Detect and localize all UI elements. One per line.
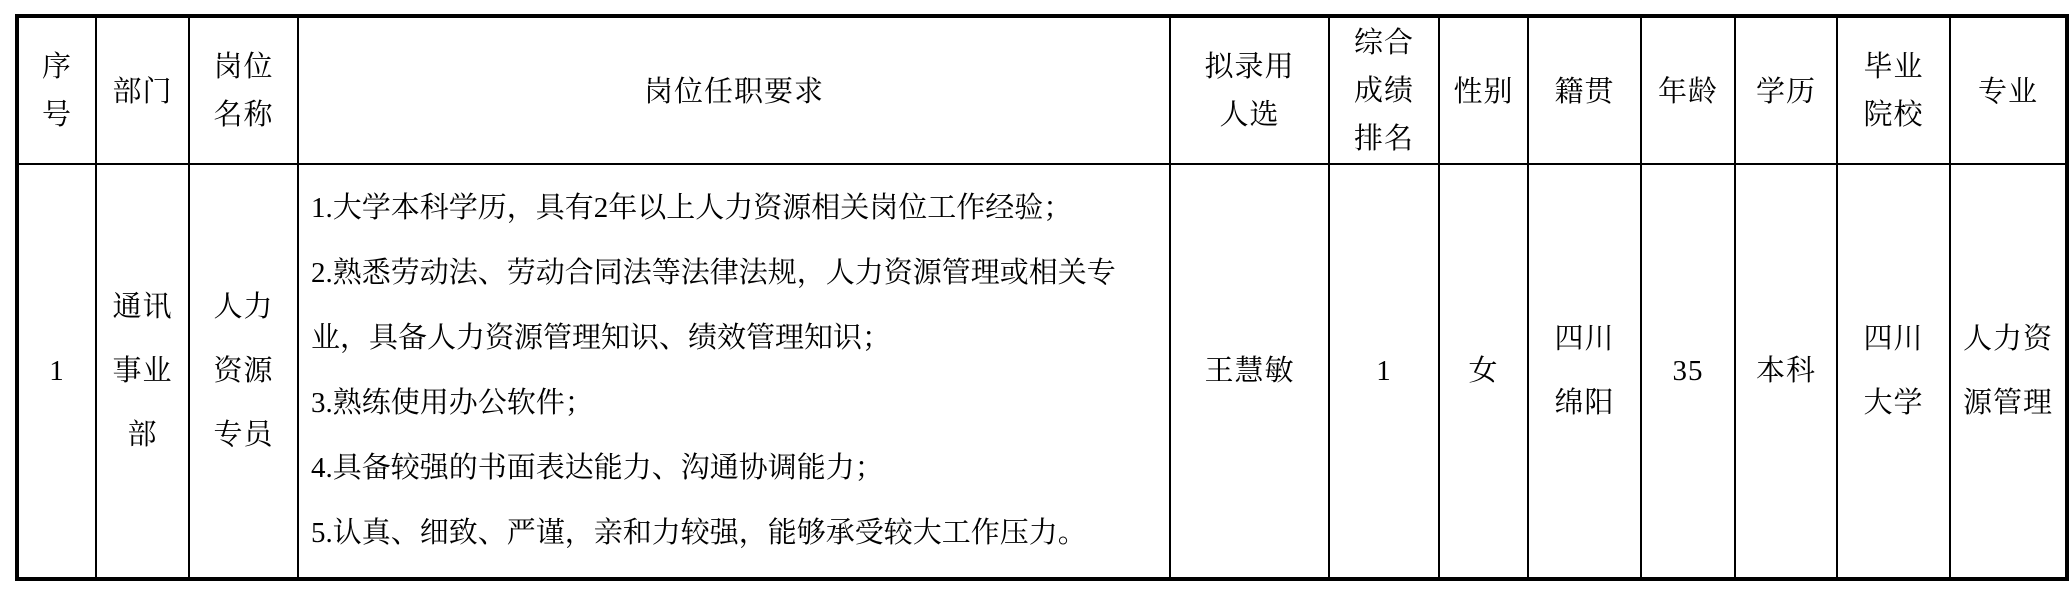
table-header-row (17, 16, 2067, 164)
header-position (189, 16, 298, 164)
gender-value: 女 (1468, 355, 1499, 387)
header-age-label: 年龄 (1657, 75, 1718, 108)
header-gender (1439, 16, 1528, 164)
requirement-item: 1.大学本科学历，具有2年以上人力资源相关岗位工作经验； (311, 192, 1073, 224)
requirement-item: 2.熟悉劳动法、劳动合同法等法律法规，人力资源管理或相关专业，具备人力资源管理知识、绩效管理知识； (311, 257, 1116, 354)
header-candidate (1170, 16, 1329, 164)
cell-gender (1439, 164, 1528, 579)
header-requirements-label: 岗位任职要求 (643, 75, 824, 108)
header-dept (96, 16, 189, 164)
table-row (17, 164, 2067, 579)
hometown-value: 四川绵阳 (1554, 323, 1615, 419)
header-major-label: 专业 (1977, 75, 2038, 108)
cell-hometown (1528, 164, 1641, 579)
header-dept-label: 部门 (112, 75, 173, 108)
header-education (1735, 16, 1837, 164)
dept-value: 通讯事业部 (112, 291, 173, 451)
major-value: 人力资源管理 (1962, 323, 2053, 419)
cell-position (189, 164, 298, 579)
school-value: 四川大学 (1863, 323, 1924, 419)
header-school (1837, 16, 1950, 164)
header-major (1950, 16, 2067, 164)
header-seq (17, 16, 96, 164)
seq-value: 1 (49, 355, 65, 387)
header-hometown-label: 籍贯 (1554, 75, 1615, 108)
cell-candidate (1170, 164, 1329, 579)
cell-requirements (298, 164, 1170, 579)
header-age (1641, 16, 1735, 164)
header-rank-label: 综合成绩排名 (1353, 26, 1414, 155)
header-candidate-label: 拟录用人选 (1204, 50, 1295, 131)
header-gender-label: 性别 (1453, 75, 1514, 108)
position-value: 人力资源专员 (213, 291, 274, 451)
cell-education (1735, 164, 1837, 579)
age-value: 35 (1672, 355, 1704, 387)
header-position-label: 岗位名称 (213, 50, 274, 131)
candidate-value: 王慧敏 (1204, 355, 1295, 387)
header-education-label: 学历 (1755, 75, 1816, 108)
header-requirements (298, 16, 1170, 164)
requirement-item: 5.认真、细致、严谨，亲和力较强，能够承受较大工作压力。 (311, 517, 1087, 549)
cell-rank (1329, 164, 1439, 579)
recruitment-table (15, 14, 2069, 581)
rank-value: 1 (1376, 355, 1392, 387)
cell-major (1950, 164, 2067, 579)
header-hometown (1528, 16, 1641, 164)
header-seq-label: 序号 (41, 50, 72, 131)
cell-age (1641, 164, 1735, 579)
header-school-label: 毕业院校 (1863, 50, 1924, 131)
cell-dept (96, 164, 189, 579)
header-rank (1329, 16, 1439, 164)
cell-seq (17, 164, 96, 579)
requirement-item: 3.熟练使用办公软件； (311, 387, 594, 419)
requirement-item: 4.具备较强的书面表达能力、沟通协调能力； (311, 452, 884, 484)
cell-school (1837, 164, 1950, 579)
education-value: 本科 (1755, 355, 1816, 387)
